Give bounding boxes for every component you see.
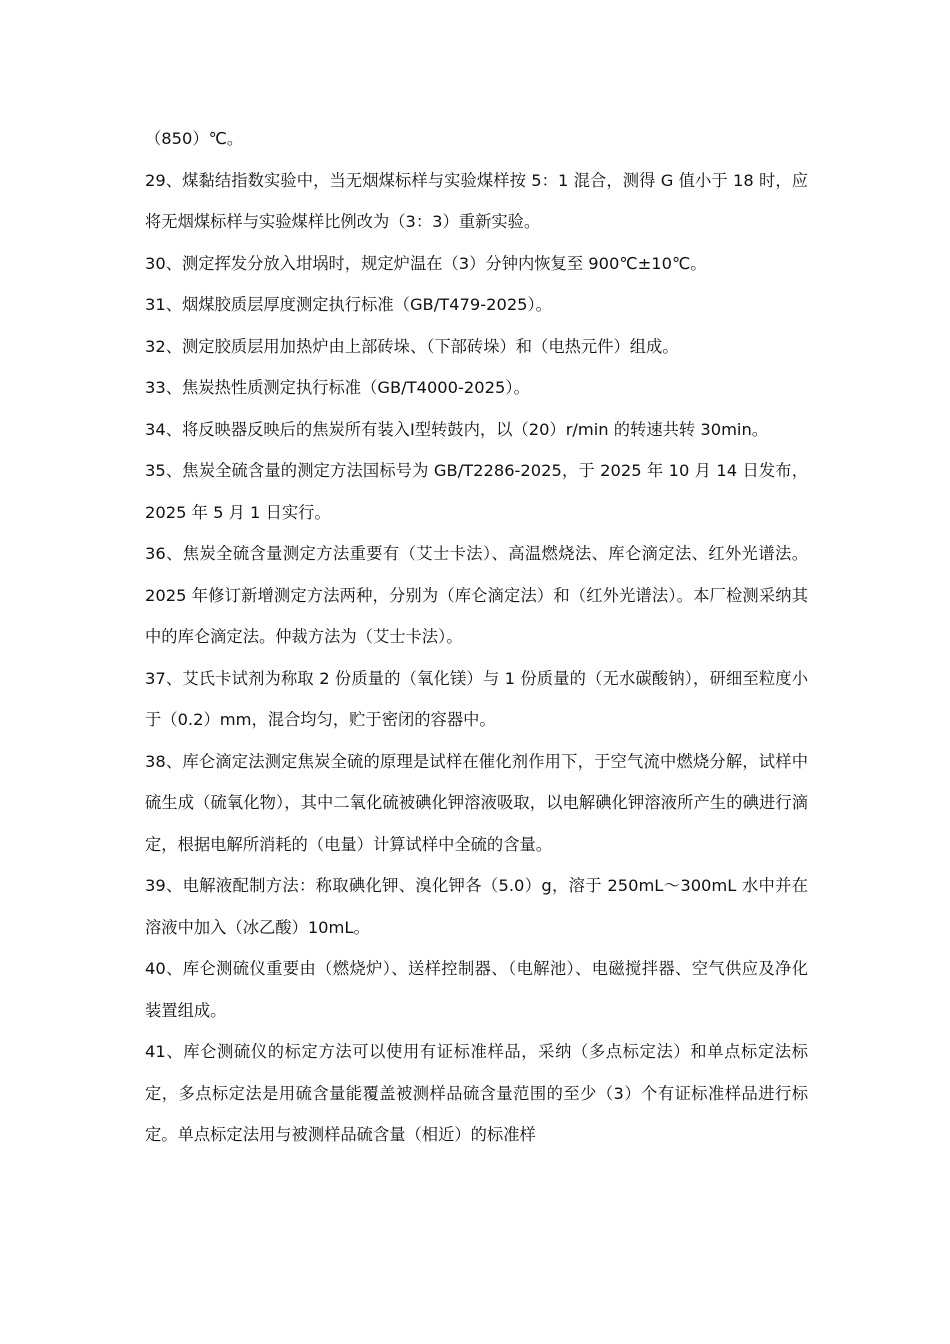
paragraph-item-32: 32、测定胶质层用加热炉由上部砖垛、（下部砖垛）和（电热元件）组成。 [145, 336, 679, 356]
paragraph-item-36: 36、焦炭全硫含量测定方法重要有（艾士卡法）、高温燃烧法、库仑滴定法、红外光谱法。2025 年修订新增测定方法两种，分别为（库仑滴定法）和（红外光谱法）。本厂检测采纳其中的库仑滴定法。仲裁方法为（艾士卡法）。 [145, 544, 808, 646]
paragraph-item-39: 39、电解液配制方法：称取碘化钾、溴化钾各（5.0）g，溶于 250mL～300mL 水中并在溶液中加入（冰乙酸）10mL。 [145, 876, 808, 937]
paragraph-item-35: 35、焦炭全硫含量的测定方法国标号为 GB/T2286-2025，于 2025 年 10 月 14 日发布，2025 年 5 月 1 日实行。 [145, 461, 808, 522]
document-page [145, 118, 808, 1156]
paragraph-item-31: 31、烟煤胶质层厚度测定执行标准（GB/T479-2025）。 [145, 295, 552, 314]
paragraph-temperature-continued: （850）℃。 [145, 129, 244, 148]
paragraph-item-41: 41、库仑测硫仪的标定方法可以使用有证标准样品，采纳（多点标定法）和单点标定法标定，多点标定法是用硫含量能覆盖被测样品硫含量范围的至少（3）个有证标准样品进行标定。单点标定法用与被测样品硫含量（相近）的标准样 [145, 1042, 808, 1144]
paragraph-item-29: 29、煤黏结指数实验中，当无烟煤标样与实验煤样按 5：1 混合，测得 G 值小于 18 时，应将无烟煤标样与实验煤样比例改为（3：3）重新实验。 [145, 170, 808, 231]
paragraph-item-30: 30、测定挥发分放入坩埚时，规定炉温在（3）分钟内恢复至 900℃±10℃。 [145, 253, 707, 273]
paragraph-item-37: 37、艾氏卡试剂为称取 2 份质量的（氧化镁）与 1 份质量的（无水碳酸钠），研细至粒度小于（0.2）mm，混合均匀，贮于密闭的容器中。 [145, 668, 808, 729]
paragraph-item-40: 40、库仑测硫仪重要由（燃烧炉）、送样控制器、（电解池）、电磁搅拌器、空气供应及净化装置组成。 [145, 959, 808, 1020]
paragraph-item-34: 34、将反映器反映后的焦炭所有装入Ⅰ型转鼓内，以（20）r/min 的转速共转 30min。 [145, 419, 769, 439]
paragraph-item-33: 33、焦炭热性质测定执行标准（GB/T4000-2025）。 [145, 378, 530, 397]
paragraph-item-38: 38、库仑滴定法测定焦炭全硫的原理是试样在催化剂作用下，于空气流中燃烧分解，试样中硫生成（硫氧化物），其中二氧化硫被碘化钾溶液吸取，以电解碘化钾溶液所产生的碘进行滴定，根据电解所消耗的（电量）计算试样中全硫的含量。 [145, 751, 808, 854]
